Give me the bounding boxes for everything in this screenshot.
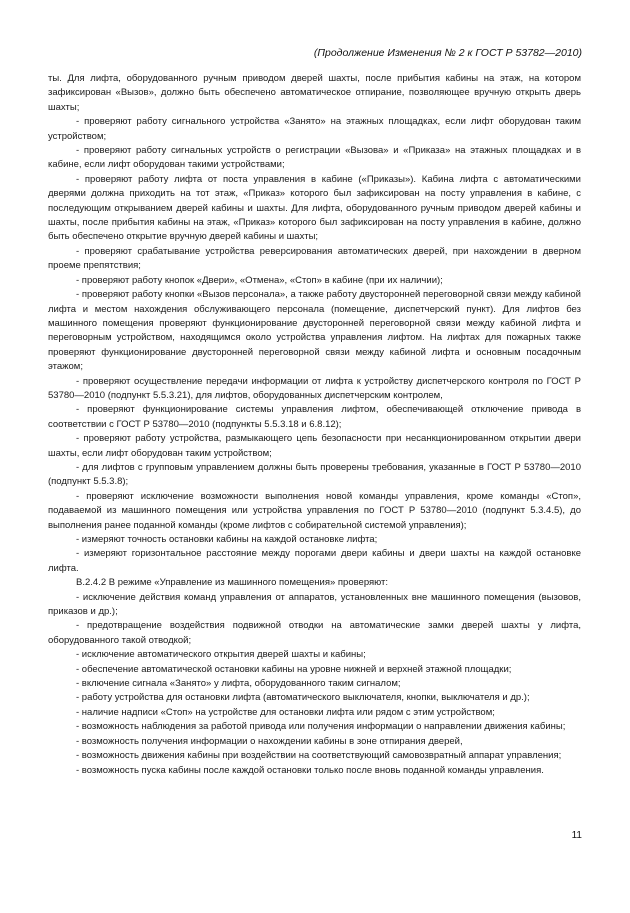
paragraph: - возможность пуска кабины после каждой остановки только после вновь поданной команды управления. bbox=[76, 764, 544, 776]
paragraph: - включение сигнала «Занято» у лифта, оборудованного таким сигналом; bbox=[76, 678, 401, 690]
paragraph: - исключение действия команд управления от аппаратов, установленных вне машинного помещения (вызовов, приказов и др.); bbox=[48, 591, 581, 618]
paragraph: - проверяют срабатывание устройства реверсирования автоматических дверей, при нахождении в дверном проеме препятствия; bbox=[48, 245, 581, 272]
paragraph: - возможность получения информации о нахождении кабины в зоне отпирания дверей, bbox=[76, 735, 463, 747]
paragraph: ты. Для лифта, оборудованного ручным приводом дверей шахты, после прибытия кабины на этаж, на котором зафиксирован «Вызов», должно быть обеспечено автоматическое отпирание, позволяющее вручную открыть дверь шахты; bbox=[48, 73, 581, 113]
paragraph: - предотвращение воздействия подвижной отводки на автоматические замки дверей шахты у лифта, оборудованного такой отводкой; bbox=[48, 620, 581, 646]
paragraph: - проверяют осуществление передачи информации от лифта к устройству диспетчерского контроля по ГОСТ Р 53780—2010 (подпункт 5.5.3.21), для лифтов, оборудованных диспетчерским контролем, bbox=[48, 375, 581, 401]
document-body bbox=[48, 72, 581, 778]
paragraph: - работу устройства для остановки лифта (автоматического выключателя, кнопки, выключателя и др.); bbox=[76, 692, 530, 704]
paragraph: - проверяют работу сигнального устройства «Занято» на этажных площадках, если лифт оборудован таким устройством; bbox=[48, 116, 581, 142]
paragraph: - наличие надписи «Стоп» на устройстве для остановки лифта или рядом с этим устройством; bbox=[76, 706, 495, 718]
paragraph: - проверяют исключение возможности выполнения новой команды управления, кроме команды «Стоп», подаваемой из машинного помещения или устройства управления по ГОСТ Р 53780—2010 (подпункт 5.3.4.5), до выполнения ранее поданной команды (кроме лифтов с собирательной системой управления); bbox=[48, 490, 581, 531]
paragraph: - для лифтов с групповым управлением должны быть проверены требования, указанные в ГОСТ Р 53780—2010 (подпункт 5.5.3.8); bbox=[48, 461, 581, 488]
paragraph: - проверяют работу сигнальных устройств о регистрации «Вызова» и «Приказа» на этажных площадках и в кабине, если лифт оборудован такими устройствами; bbox=[48, 145, 581, 171]
page-number: 11 bbox=[571, 830, 582, 841]
paragraph: - проверяют работу устройства, размыкающего цепь безопасности при несанкционированном открытии двери шахты, если лифт оборудован таким устройством; bbox=[48, 433, 581, 459]
paragraph: - проверяют работу лифта от поста управления в кабине («Приказы»). Кабина лифта с автоматическими дверями должна приходить на тот этаж, «Приказ» которого был зафиксирован на посту управления в кабине, с последующим открыванием дверей кабины и шахты. Для лифта, оборудованного ручным приводом дверей кабины и шахты, после прибытия кабины на этаж, «Приказ» которого был зафиксирован на посту управления в кабине, должно быть обеспечено открытие вручную дверей кабины и шахты; bbox=[48, 173, 581, 243]
paragraph: - проверяют работу кнопки «Вызов персонала», а также работу двусторонней переговорной связи между кабиной лифта и местом нахождения обслуживающего персонала (помещение, диспетчерский пункт). Для лифтов без машинного помещения проверяют функционирование двусторонней переговорной связи между кабиной лифта и переговорным устройством, находящимся около устройства управления лифтом. На лифтах для пожарных также проверяют функционирование двусторонней переговорной связи между кабиной лифта и основным посадочным этажом; bbox=[48, 289, 581, 373]
paragraph: - возможность наблюдения за работой привода или получения информации о направлении движения кабины; bbox=[76, 721, 566, 733]
paragraph: - проверяют работу кнопок «Двери», «Отмена», «Стоп» в кабине (при их наличии); bbox=[76, 274, 443, 286]
paragraph: - исключение автоматического открытия дверей шахты и кабины; bbox=[76, 649, 366, 661]
paragraph: - возможность движения кабины при воздействии на соответствующий самовозвратный аппарат управления; bbox=[76, 750, 562, 762]
paragraph: - проверяют функционирование системы управления лифтом, обеспечивающей отключение привода в соответствии с ГОСТ Р 53780—2010 (подпункты 5.5.3.18 и 6.8.12); bbox=[48, 404, 581, 430]
paragraph: - обеспечение автоматической остановки кабины на уровне нижней и верхней этажной площадки; bbox=[76, 663, 512, 675]
section-heading: В.2.4.2 В режиме «Управление из машинного помещения» проверяют: bbox=[76, 577, 389, 589]
page-header: (Продолжение Изменения № 2 к ГОСТ Р 53782—2010) bbox=[313, 47, 582, 59]
paragraph: - измеряют горизонтальное расстояние между порогами двери кабины и двери шахты на каждой остановке лифта. bbox=[48, 548, 581, 574]
paragraph: - измеряют точность остановки кабины на каждой остановке лифта; bbox=[76, 534, 378, 545]
